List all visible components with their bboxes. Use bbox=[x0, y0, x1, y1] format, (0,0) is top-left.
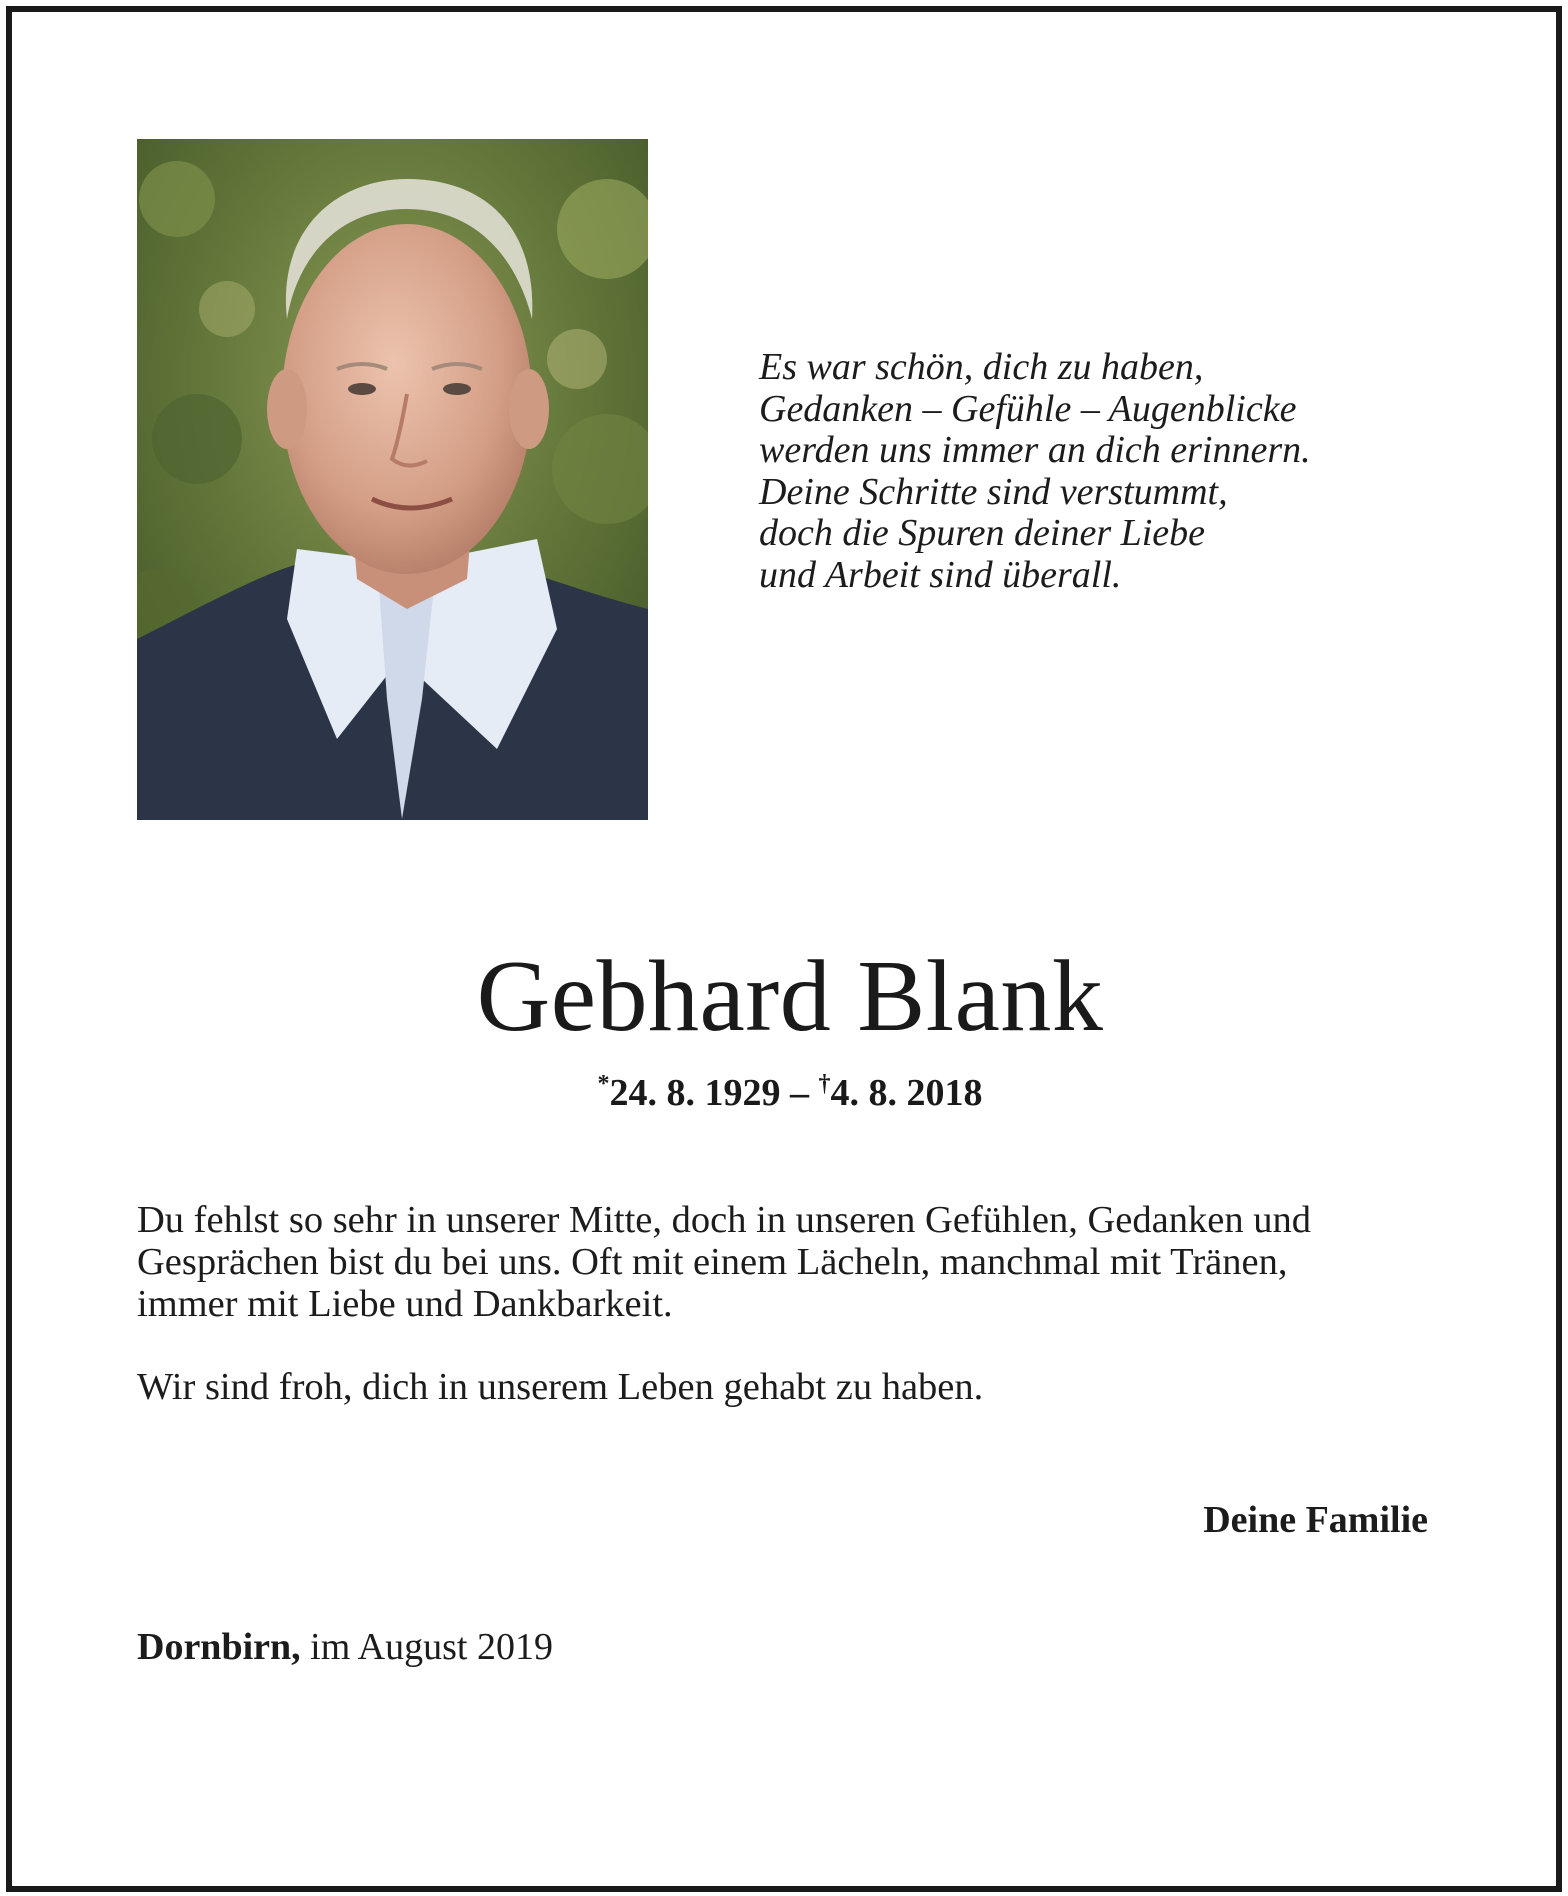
town-name: Dornbirn, bbox=[137, 1626, 301, 1668]
death-symbol: † bbox=[818, 1071, 831, 1097]
message-line: immer mit Liebe und Dankbarkeit. bbox=[137, 1283, 673, 1325]
poem-line: Gedanken – Gefühle – Augenblicke bbox=[759, 387, 1297, 430]
life-dates bbox=[12, 1071, 1568, 1115]
poem-line: Deine Schritte sind verstummt, bbox=[759, 470, 1228, 513]
poem-line: doch die Spuren deiner Liebe bbox=[759, 512, 1206, 554]
message-line: Du fehlst so sehr in unserer Mitte, doch in unseren Gefühlen, Gedanken und bbox=[137, 1199, 1311, 1241]
obituary-frame bbox=[6, 6, 1562, 1892]
date-text: im August 2019 bbox=[300, 1626, 553, 1668]
deceased-name: Gebhard Blank bbox=[476, 940, 1104, 1053]
message-line: Gesprächen bist du bei uns. Oft mit einem Lächeln, manchmal mit Tränen, bbox=[137, 1241, 1288, 1283]
family-signature: Deine Familie bbox=[1203, 1499, 1428, 1541]
birth-date: 24. 8. 1929 bbox=[609, 1072, 781, 1114]
poem-line: und Arbeit sind überall. bbox=[759, 553, 1122, 596]
poem-line: werden uns immer an dich erinnern. bbox=[759, 429, 1311, 471]
poem-verse bbox=[759, 347, 1459, 596]
portrait-photo-icon bbox=[137, 139, 648, 820]
date-separator: – bbox=[780, 1072, 819, 1114]
message-paragraph bbox=[137, 1199, 1457, 1325]
closing-sentence: Wir sind froh, dich in unserem Leben gehabt zu haben. bbox=[137, 1366, 984, 1408]
death-date: 4. 8. 2018 bbox=[830, 1072, 983, 1114]
portrait-photo bbox=[137, 139, 648, 820]
birth-symbol: * bbox=[597, 1071, 610, 1097]
place-and-date bbox=[137, 1625, 553, 1669]
poem-line: Es war schön, dich zu haben, bbox=[759, 346, 1204, 388]
